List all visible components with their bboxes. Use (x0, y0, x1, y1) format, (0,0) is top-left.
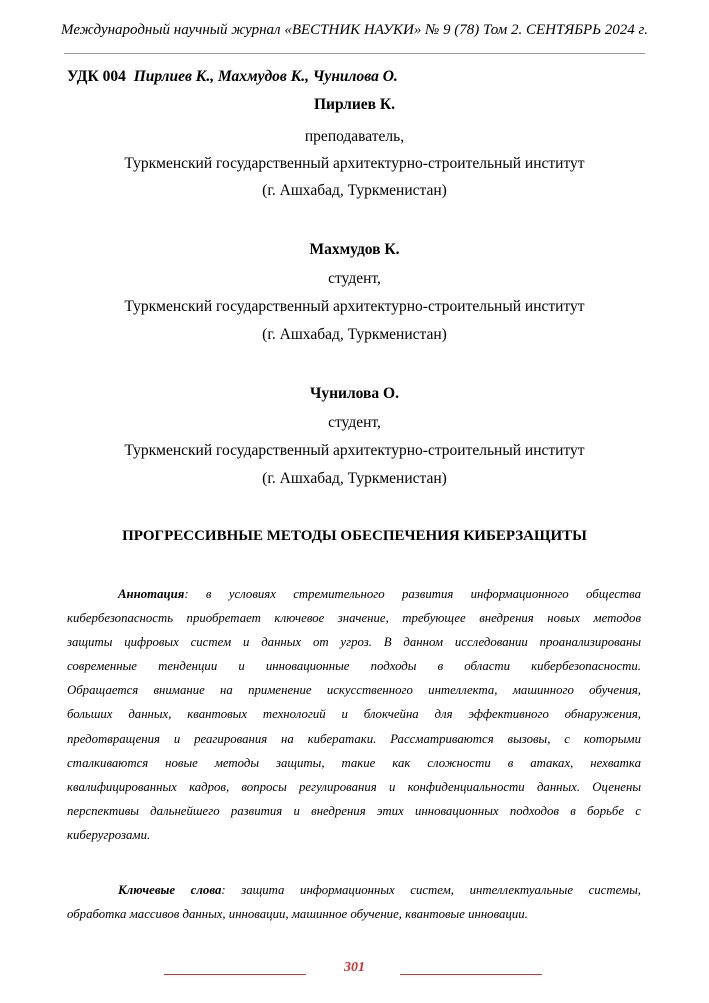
abstract-line: Обращается внимание на применение искусственного интеллекта, машинного обучения, (67, 683, 641, 698)
abstract-line: перспективы дальнейшего развития и внедрения этих инновационных подходов в борьбе с (67, 803, 641, 818)
page-number: 301 (344, 960, 365, 975)
abstract-line: квалифицированных кадров, вопросы регулирования и конфиденциальности данных. Оценены (67, 779, 641, 794)
abstract-line: больших данных, квантовых технологий и блокчейна для эффективного обнаружения, (67, 707, 641, 722)
abstract-line: кибербезопасность приобретает ключевое значение, требующее внедрения новых методов (67, 611, 641, 626)
journal-header: Международный научный журнал «ВЕСТНИК НАУКИ» № 9 (78) Том 2. СЕНТЯБРЬ 2024 г. (61, 22, 648, 38)
author-name: Чунилова О. (310, 385, 399, 402)
keywords (67, 878, 641, 926)
abstract-line: Аннотация: в условиях стремительного развития информационного общества (118, 587, 641, 601)
udk-line (67, 68, 398, 86)
author-org: Туркменский государственный архитектурно-строительный институт (124, 155, 585, 172)
abstract-line: киберугрозами. (67, 827, 151, 842)
keywords-line: Ключевые слова: защита информационных систем, интеллектуальные системы, (118, 883, 641, 897)
udk-code: УДК 004 (67, 68, 126, 85)
header-divider (64, 53, 645, 54)
author-city: (г. Ашхабад, Туркменистан) (262, 182, 447, 199)
author-role: студент, (328, 270, 381, 287)
udk-authors: Пирлиев К., Махмудов К., Чунилова О. (133, 68, 398, 85)
abstract-line: предотвращения и реагирования на кибератаки. Рассматриваются вызовы, с которыми (67, 731, 641, 746)
author-name: Пирлиев К. (313, 96, 396, 113)
author-name: Махмудов К. (309, 241, 400, 258)
keywords-label: Ключевые слова (118, 883, 222, 897)
keywords-line: обработка массивов данных, инновации, машинное обучение, квантовые инновации. (67, 907, 528, 922)
abstract-line: защиты цифровых систем и данных от угроз. В данном исследовании проанализированы (67, 635, 641, 650)
author-role: преподаватель, (304, 128, 405, 145)
author-org: Туркменский государственный архитектурно-строительный институт (124, 442, 585, 459)
abstract (67, 582, 641, 847)
author-org: Туркменский государственный архитектурно-строительный институт (124, 298, 585, 315)
author-city: (г. Ашхабад, Туркменистан) (262, 326, 447, 343)
author-city: (г. Ашхабад, Туркменистан) (262, 470, 447, 487)
abstract-label: Аннотация (118, 587, 185, 601)
abstract-line: современные тенденции и инновационные подходы в области кибербезопасности. (67, 659, 641, 674)
abstract-line: сталкиваются новые методы защиты, такие как сложности в атаках, нехватка (67, 755, 641, 770)
footer-rule-right (400, 974, 542, 975)
author-role: студент, (328, 414, 381, 431)
article-title: ПРОГРЕССИВНЫЕ МЕТОДЫ ОБЕСПЕЧЕНИЯ КИБЕРЗАЩИТЫ (122, 528, 587, 544)
